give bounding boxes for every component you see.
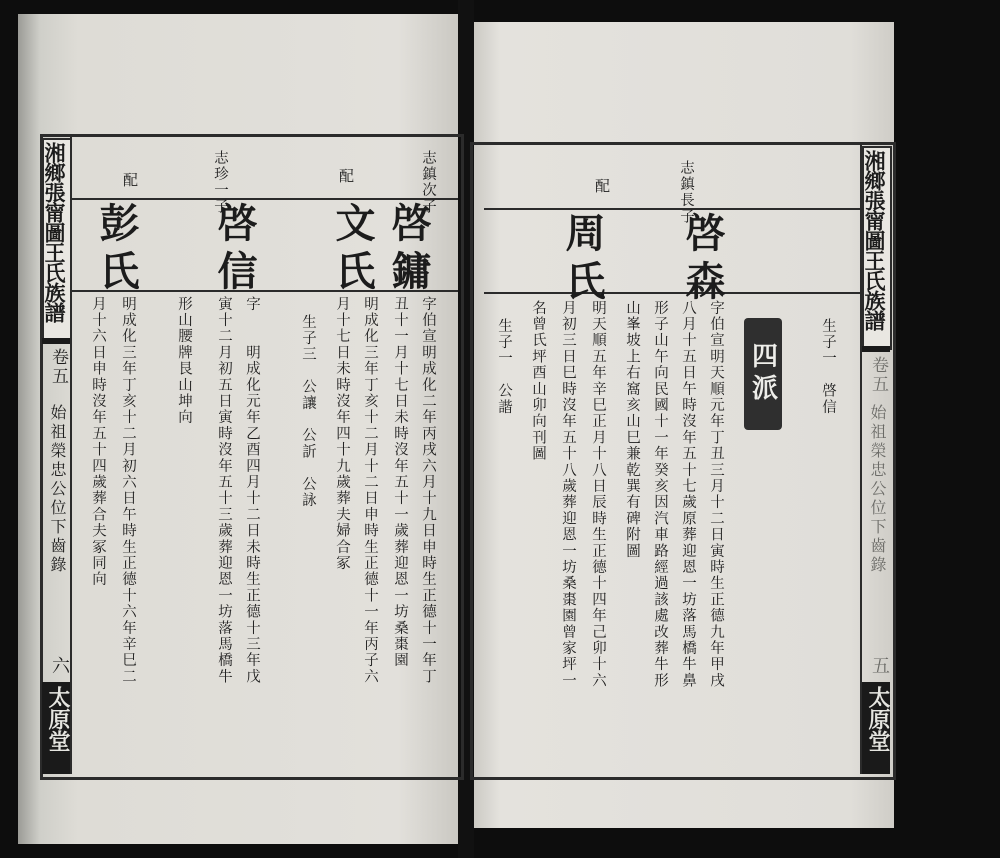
right-entry-1-rank-note-text: 志鎮長子: [678, 160, 694, 225]
left-entry-2-name: 啓信: [211, 202, 258, 298]
left-entry-1-spouse: 文氏: [329, 202, 376, 298]
right-spine-divider: [862, 346, 890, 352]
left-entry-1-rank-note-text: 志鎮次子: [420, 150, 436, 215]
left-entry-1-name: 啓鏞: [385, 202, 432, 298]
right-entry-1-children: 生子一 公諧: [496, 318, 512, 416]
right-carry-note: 生子一 啓信: [820, 318, 836, 416]
left-entry-1-spouse-record-2: 月十七日未時沒年四十九歲葬夫婦合冢: [334, 296, 350, 572]
left-entry-2-record-2: 寅十二月初五日寅時沒年五十三歲葬迎恩一坊落馬橋牛: [216, 296, 232, 685]
left-entry-2-rank-note: [212, 150, 228, 215]
left-entry-1-spouse-record: 明成化三年丁亥十二月十二日申時生正德十一年丙子六: [362, 296, 378, 685]
left-entry-1-children: 生子三 公讓 公訢 公詠: [300, 314, 316, 509]
right-spine-title: 湘鄉張甯圖王氏族譜: [862, 150, 887, 330]
right-entry-1-record-2: 八月十五日午時沒年五十七歲原葬迎恩一坊落馬橋牛鼻: [680, 300, 696, 689]
left-spine-hall: 太原堂: [45, 686, 71, 752]
right-entry-1-spouse-record-2: 月初三日巳時沒年五十八歲葬迎恩一坊桑棗園曾家坪一: [560, 300, 576, 689]
right-spine-section: 始祖榮忠公位下齒錄: [868, 404, 887, 575]
left-entry-2-spouse-record: 明成化三年丁亥十二月初六日午時生正德十六年辛巳二: [120, 296, 136, 685]
left-spine-title: 湘鄉張甯圖王氏族譜: [42, 142, 67, 322]
left-entry-1-record-1: 字伯宣明成化二年丙戌六月十九日申時生正德十一年丁: [420, 296, 436, 685]
left-entry-1-rank-note: [380, 150, 436, 215]
right-name-rule: [484, 292, 860, 294]
right-spine-volume: 卷五: [868, 356, 888, 394]
left-entry-2-rank-note-text: 志珍一子: [212, 150, 228, 215]
left-spine-page-number: 六: [49, 656, 70, 676]
left-spine-title-box: [42, 138, 72, 342]
right-entry-1-spouse: 周氏: [559, 212, 606, 308]
left-spine-volume: 卷五: [48, 348, 68, 386]
right-entry-1-spouse-record: 明天順五年辛巳正月十八日辰時生正德十四年己卯十六: [590, 300, 606, 689]
left-entry-2-spouse-label: 配: [121, 172, 139, 189]
right-header-rule: [484, 208, 860, 210]
right-entry-1-spouse-record-3: 名曾氏坪酉山卯向刊圖: [530, 300, 546, 462]
right-entry-1-record-3: 形子山午向民國十一年癸亥因汽車路經過該處改葬牛形: [652, 300, 668, 689]
left-spine-section: 始祖榮忠公位下齒錄: [48, 404, 67, 575]
section-tag-label: 四派: [747, 342, 778, 406]
right-entry-1-record-1: 字伯宣明天順元年丁丑三月十二日寅時生正德九年甲戌: [708, 300, 724, 689]
right-spine-hall: 太原堂: [865, 686, 891, 752]
left-spine-divider: [42, 338, 70, 344]
right-entry-1-spouse-label: 配: [593, 178, 611, 195]
right-spine-title-box: [862, 146, 892, 350]
left-entry-2-record-3: 形山腰牌艮山坤向: [176, 296, 192, 426]
section-tag: [744, 318, 782, 430]
right-entry-1-name: 啓森: [679, 212, 726, 308]
left-entry-2-spouse-record-2: 月十六日申時沒年五十四歲葬合夫冢同向: [90, 296, 106, 588]
right-entry-1-record-4: 山峯坡上右窩亥山巳兼乾巽有碑附圖: [624, 300, 640, 560]
left-entry-1-spouse-label: 配: [337, 168, 355, 185]
right-entry-1-rank-note: [678, 160, 694, 225]
left-header-rule: [70, 198, 458, 200]
left-entry-2-spouse: 彭氏: [93, 202, 140, 298]
left-entry-1-record-2: 丑十一月十七日未時沒年五十一歲葬迎恩一坊桑棗園: [392, 296, 408, 669]
right-spine-page-number: 五: [869, 656, 890, 676]
left-entry-2-record-1: 字 明成化元年乙酉四月十二日未時生正德十三年戊: [244, 296, 260, 685]
